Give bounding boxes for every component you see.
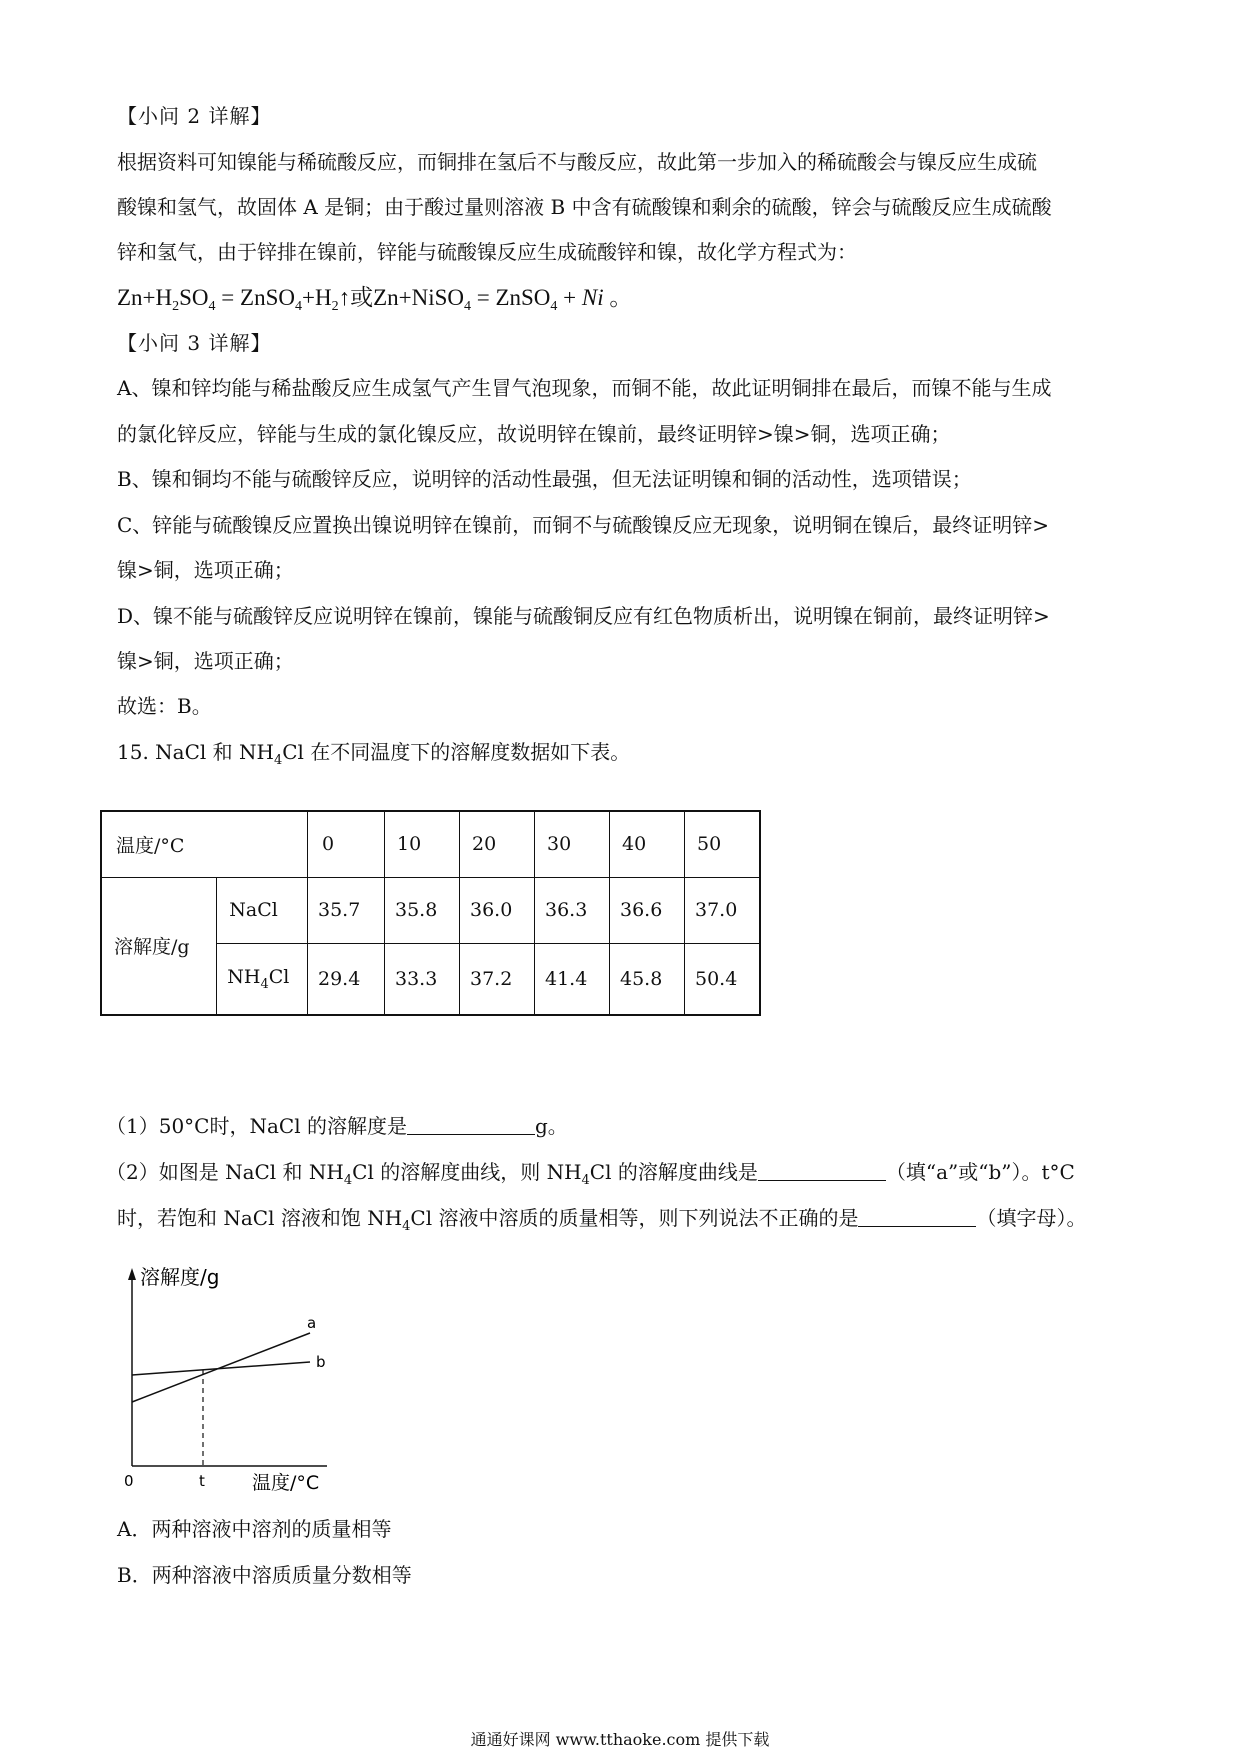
origin-label: 0	[124, 1472, 134, 1490]
temp-cell: 30	[535, 811, 610, 877]
paragraph-line: 的氯化锌反应，锌能与生成的氯化镍反应，故说明锌在镍前，最终证明锌>镍>铜，选项正确；	[117, 422, 951, 446]
paragraph-line: C、锌能与硫酸镍反应置换出镍说明锌在镍前，而铜不与硫酸镍反应无现象，说明铜在镍后，最终证明锌>	[117, 513, 1050, 537]
option-a: A．两种溶液中溶剂的质量相等	[117, 1517, 392, 1541]
curve-b-label: b	[316, 1353, 326, 1371]
curve-a	[132, 1333, 310, 1402]
temp-cell: 20	[460, 811, 535, 877]
solubility-header: 溶解度/g	[101, 877, 217, 1015]
nacl-value: 36.3	[535, 877, 610, 943]
y-axis-arrow	[128, 1268, 136, 1280]
paragraph-line: 镍>铜，选项正确；	[117, 649, 294, 673]
chemical-equations: $Zn+H_2SO_4$ = $ZnSO_4+H_2↑$或Zn+NiSO$_4$ = ZnSO$_4$ + Ni 。	[117, 285, 633, 314]
section-heading-q2: 【小问 2 详解】	[117, 104, 272, 128]
answer-line: 故选：B。	[117, 694, 212, 718]
curve-b	[132, 1362, 310, 1375]
paragraph-line: 酸镍和氢气，故固体 A 是铜；由于酸过量则溶液 B 中含有硫酸镍和剩余的硫酸，锌会与硫酸反应生成硫酸	[117, 195, 1052, 219]
nh4cl-label: $NH_4Cl$	[217, 943, 308, 1015]
answer-blank[interactable]	[858, 1208, 976, 1227]
paragraph-line: A、镍和锌均能与稀盐酸反应生成氢气产生冒气泡现象，而铜不能，故此证明铜排在最后，而镍不能与生成	[117, 376, 1052, 400]
temp-cell: 0	[308, 811, 385, 877]
nh4cl-value: 45.8	[610, 943, 685, 1015]
x-axis-label: 温度/°C	[252, 1472, 320, 1492]
paragraph-line: D、镍不能与硫酸锌反应说明锌在镍前，镍能与硫酸铜反应有红色物质析出，说明镍在铜前，最终证明锌>	[117, 604, 1050, 628]
end-punct: 。	[609, 285, 633, 310]
paragraph-line: B、镍和铜均不能与硫酸锌反应，说明锌的活动性最强，但无法证明镍和铜的活动性，选项错误；	[117, 467, 972, 491]
nacl-value: 36.6	[610, 877, 685, 943]
sub-question-2: （2）如图是 NaCl 和 $NH_4Cl$ 的溶解度曲线，则 $NH_4Cl$ 的溶解度曲线是 （填“a”或“b”）。t°C	[106, 1160, 1075, 1188]
sub-question-2-cont: 时，若饱和 NaCl 溶液和饱 $NH_4Cl$ 溶液中溶质的质量相等，则下列说法不正确的是 （填字母）。	[117, 1206, 1087, 1234]
nacl-label: NaCl	[217, 877, 308, 943]
temp-cell: 50	[685, 811, 761, 877]
temp-header: 温度/°C	[101, 811, 308, 877]
t-label: t	[199, 1472, 205, 1490]
sub-question-1: （1）50°C时，NaCl 的溶解度是 g。	[106, 1114, 568, 1138]
paragraph-line: 根据资料可知镍能与稀硫酸反应，而铜排在氢后不与酸反应，故此第一步加入的稀硫酸会与镍反应生成硫	[117, 150, 1037, 174]
paragraph-line: 锌和氢气，由于锌排在镍前，锌能与硫酸镍反应生成硫酸锌和镍，故化学方程式为：	[117, 240, 857, 264]
answer-blank[interactable]	[407, 1116, 535, 1135]
nh4cl-value: 37.2	[460, 943, 535, 1015]
nacl-value: 35.8	[385, 877, 460, 943]
solubility-table	[100, 810, 761, 1016]
temp-cell: 40	[610, 811, 685, 877]
option-b: B．两种溶液中溶质质量分数相等	[117, 1563, 412, 1587]
nh4cl-value: 29.4	[308, 943, 385, 1015]
nacl-value: 37.0	[685, 877, 761, 943]
curve-a-label: a	[307, 1314, 317, 1332]
page-footer: 通通好课网 www.tthaoke.com 提供下载	[470, 1730, 770, 1749]
question-15-stem: 15. NaCl 和 $NH_4Cl$ 在不同温度下的溶解度数据如下表。	[117, 740, 631, 768]
solubility-curve-graph	[112, 1262, 342, 1492]
paragraph-line: 镍>铜，选项正确；	[117, 558, 294, 582]
section-heading-q3: 【小问 3 详解】	[117, 331, 272, 355]
answer-blank[interactable]	[758, 1162, 886, 1181]
y-axis-label: 溶解度/g	[140, 1265, 220, 1289]
nacl-value: 35.7	[308, 877, 385, 943]
or-text: 或	[350, 285, 374, 310]
nh4cl-value: 33.3	[385, 943, 460, 1015]
nh4cl-value: 50.4	[685, 943, 761, 1015]
nacl-value: 36.0	[460, 877, 535, 943]
nh4cl-value: 41.4	[535, 943, 610, 1015]
temp-cell: 10	[385, 811, 460, 877]
